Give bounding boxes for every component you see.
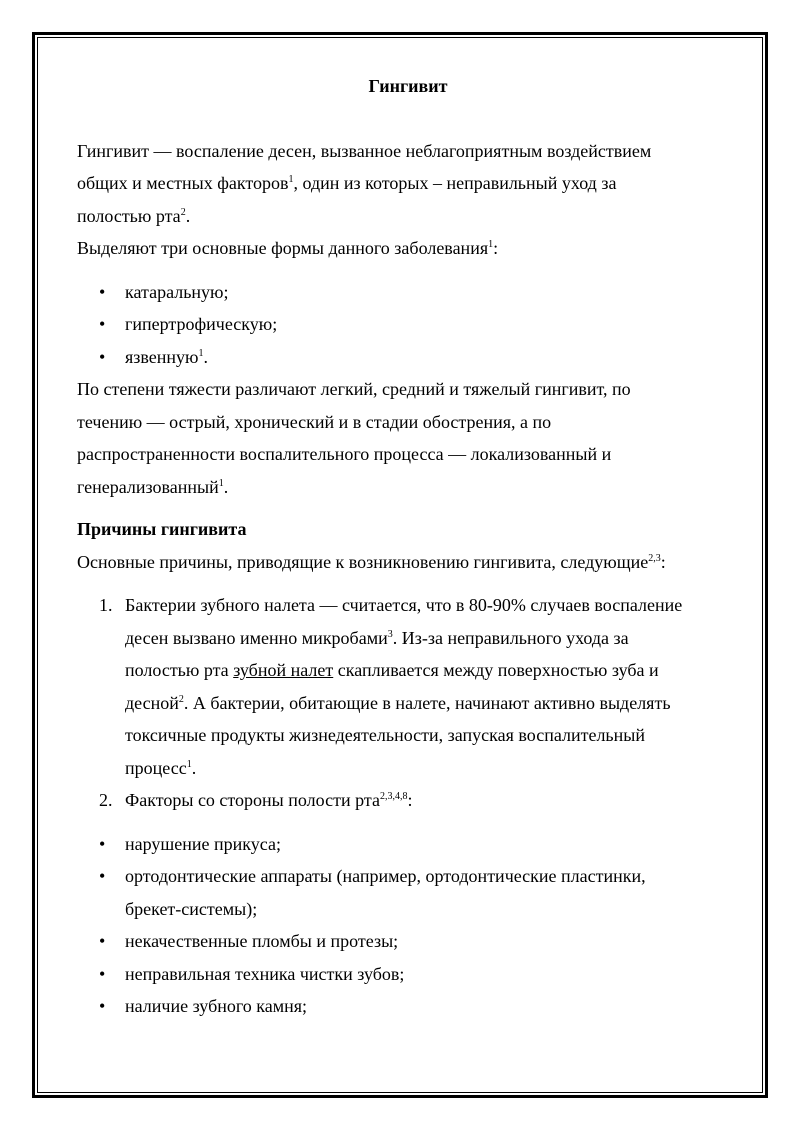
bullet-icon: • [99,281,106,302]
list-item [77,589,737,784]
intro-line-1: Гингивит — воспаление десен, вызванное неблагоприятным воздействием [77,140,652,161]
intro-line-2a: общих и местных факторов [77,173,289,193]
intro-line-3a: полостью рта [77,205,181,226]
cause-1-line-1: Бактерии зубного налета — считается, что в 80-90% случаев воспаление [125,595,683,615]
intro-line-3b: . [185,205,191,226]
forms-intro-text: Выделяют три основные формы данного заболевания [77,238,489,258]
bullet-icon: • [99,346,106,367]
cause-1-line-5: токсичные продукты жизнедеятельности, запуская воспалительный [125,725,646,745]
footnote-ref[interactable]: 2,3,4,8 [379,791,408,802]
list-item [77,828,737,861]
plaque-link[interactable]: зубной налет [233,660,334,680]
footnote-ref[interactable]: 2,3 [648,552,661,564]
forms-intro [77,232,737,265]
list-item [77,860,737,925]
severity-line-3: распространенности воспалительного процесса — локализованный и [77,444,612,464]
intro-line-2b: , один из которых – неправильный уход за [293,173,617,193]
list-item-text: катаральную; [125,281,229,302]
causes-intro-text: Основные причины, приводящие к возникновению гингивита, следующие [77,551,649,572]
list-item [77,308,737,341]
list-item [77,958,737,991]
bullet-icon: • [99,866,106,886]
bullet-icon: • [99,931,106,951]
cause-2-text: Факторы со стороны полости рта [125,790,380,810]
footnote-ref[interactable]: 1 [198,347,204,359]
causes-intro-end: : [660,551,666,572]
causes-list [77,589,737,817]
footnote-ref[interactable]: 1 [218,477,224,489]
list-item-text: язвенную [125,346,199,367]
footnote-ref[interactable]: 2 [178,693,184,705]
list-item-text: ортодонтические аппараты (например, ортодонтические пластинки, [125,866,646,886]
bullet-icon: • [99,963,106,984]
cause-1-line-6b: . [191,757,197,778]
bullet-icon: • [99,996,106,1016]
cause-1-line-4b: . А бактерии, обитающие в налете, начинают активно выделять [183,692,671,713]
cause-1-line-3b: скапливается между поверхностью зуба и [333,660,659,680]
cause-1-line-4a: десной [125,692,179,713]
list-number: 2. [99,790,113,810]
bullet-icon: • [99,314,106,334]
cause-1-line-3a: полостью рта [125,660,234,680]
document-body [77,70,737,1023]
intro-paragraph [77,135,737,233]
list-item-text: гипертрофическую; [125,314,278,334]
cause-1-line-6a: процесс [125,757,187,778]
list-item [77,276,737,309]
list-item-text: нарушение прикуса; [125,833,281,854]
document-title: Гингивит [368,76,448,96]
list-item [77,784,737,817]
severity-line-2: течению — острый, хронический и в стадии обострения, а по [77,411,552,432]
cause-2-end: : [407,790,413,810]
cause-1-line-2b: . Из-за неправильного ухода за [392,627,629,648]
list-item-text-cont: брекет-системы); [125,898,258,919]
severity-paragraph [77,373,737,503]
bullet-icon: • [99,833,106,854]
footnote-ref[interactable]: 2 [180,206,186,218]
list-item-text: наличие зубного камня; [125,996,308,1016]
severity-line-4a: генерализованный [77,476,219,497]
list-item [77,925,737,958]
list-item-text: неправильная техника чистки зубов; [125,963,405,984]
list-item [77,990,737,1023]
causes-intro [77,546,737,579]
footnote-ref[interactable]: 3 [387,628,393,640]
footnote-ref[interactable]: 1 [488,239,494,250]
list-item-end: . [203,346,208,367]
severity-line-1: По степени тяжести различают легкий, средний и тяжелый гингивит, по [77,379,631,399]
cause-1-line-2a: десен вызвано именно микробами [125,627,388,648]
forms-intro-end: : [493,238,499,258]
list-item-text: некачественные пломбы и протезы; [125,931,399,951]
list-item [77,341,737,374]
footnote-ref[interactable]: 1 [288,174,294,185]
oral-factors-list [77,828,737,1023]
forms-list [77,276,737,374]
list-number: 1. [99,595,113,615]
severity-line-4b: . [223,476,229,497]
footnote-ref[interactable]: 1 [186,758,192,770]
section-heading-causes: Причины гингивита [77,519,247,539]
